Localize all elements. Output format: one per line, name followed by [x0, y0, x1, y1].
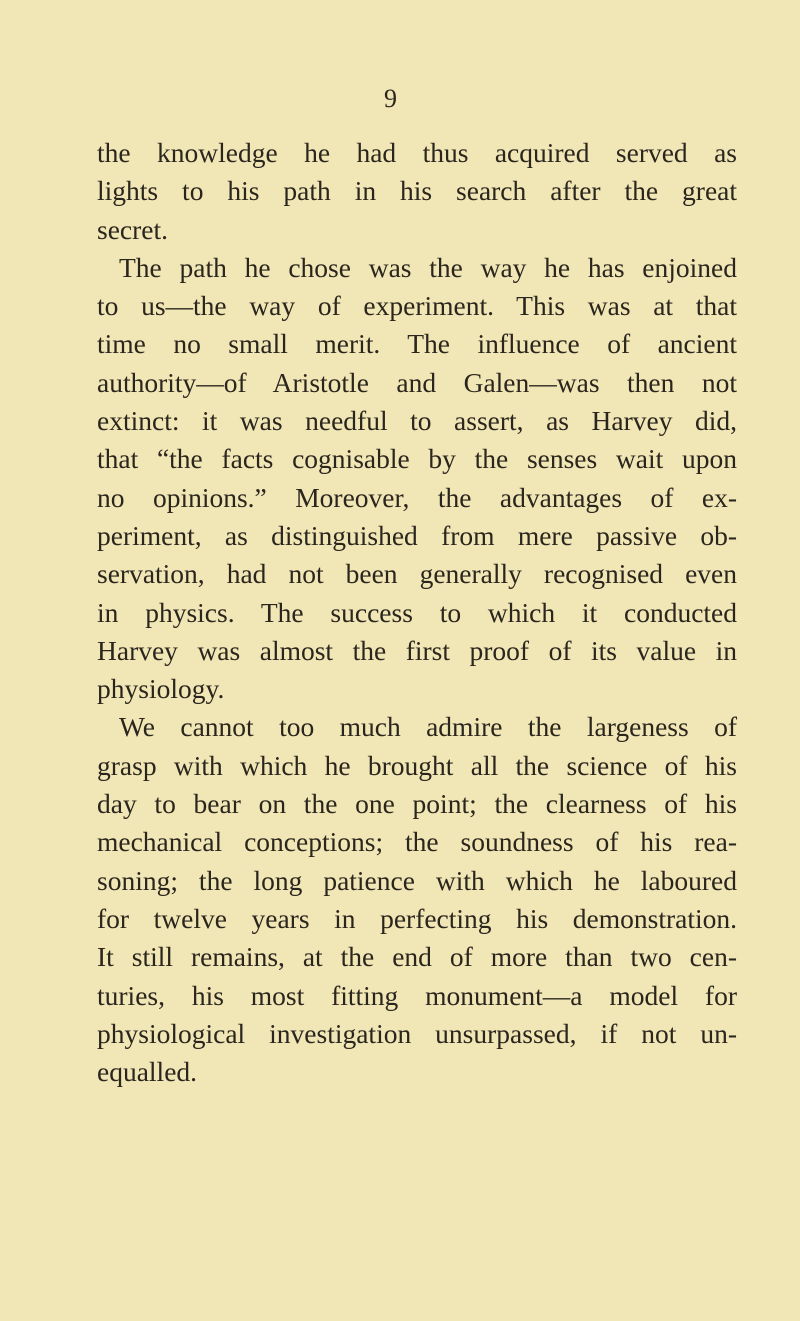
text-line: day to bear on the one point; the clearness of his — [97, 788, 737, 820]
text-line: to us—the way of experiment. This was at that — [97, 290, 737, 322]
text-line: It still remains, at the end of more than two cen- — [97, 941, 737, 973]
text-line: lights to his path in his search after the great — [97, 175, 737, 207]
text-line: the knowledge he had thus acquired served as — [97, 137, 737, 168]
text-line: periment, as distinguished from mere passive ob- — [97, 519, 737, 551]
text-line: time no small merit. The influence of ancient — [97, 328, 737, 360]
page-number: 9 — [384, 84, 397, 113]
text-line: equalled. — [97, 1056, 198, 1088]
text-line: The path he chose was the way he has enjoined — [119, 251, 737, 283]
text-line: grasp with which he brought all the science of his — [97, 749, 737, 781]
text-line: in physics. The success to which it conducted — [97, 596, 737, 628]
text-line: extinct: it was needful to assert, as Harvey did, — [97, 405, 737, 437]
text-line: servation, had not been generally recognised even — [97, 558, 737, 590]
text-line: mechanical conceptions; the soundness of his rea- — [97, 826, 737, 858]
text-line: soning; the long patience with which he laboured — [97, 864, 737, 896]
body-text — [97, 134, 737, 1091]
text-line: turies, his most fitting monument—a model for — [97, 979, 737, 1011]
text-line: physiological investigation unsurpassed, if not un- — [97, 1017, 737, 1049]
text-line: no opinions.” Moreover, the advantages of ex- — [97, 481, 737, 513]
text-line: for twelve years in perfecting his demonstration. — [97, 902, 737, 934]
text-line: Harvey was almost the first proof of its value in — [97, 634, 737, 666]
text-line: physiology. — [97, 673, 225, 705]
text-line: We cannot too much admire the largeness of — [119, 711, 737, 743]
text-line: secret. — [97, 213, 168, 245]
text-line: that “the facts cognisable by the senses wait upon — [97, 443, 737, 475]
text-line: authority—of Aristotle and Galen—was then not — [97, 366, 737, 398]
